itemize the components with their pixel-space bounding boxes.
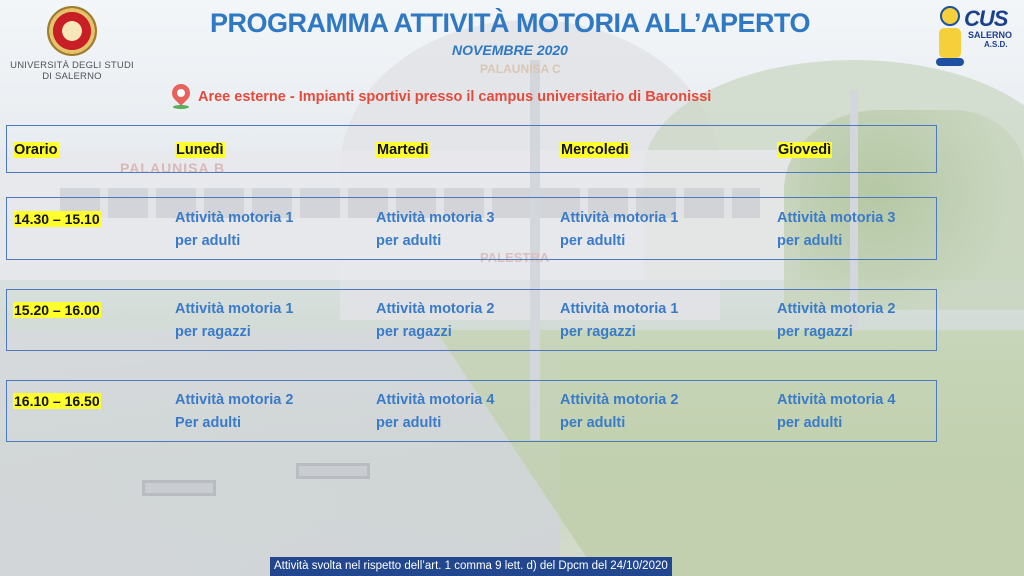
header-mercoledi-label: Mercoledì [561, 142, 629, 158]
activity-cell [560, 298, 678, 344]
time-slot-label: 15.20 – 16.00 [14, 302, 100, 318]
university-name-line2: DI SALERNO [42, 71, 102, 82]
activity-name: Attività motoria 4 [376, 392, 495, 408]
header-giovedi [777, 139, 832, 162]
activity-cell [175, 207, 293, 253]
header-orario-label: Orario [14, 142, 58, 158]
time-slot [13, 208, 101, 231]
bg-sign-palaunisa-c: PALAUNISA C [480, 62, 561, 76]
schedule-row [6, 289, 937, 351]
cus-salerno-logo [934, 4, 1018, 76]
cus-logo-text: CUS [964, 6, 1008, 31]
activity-audience: per ragazzi [175, 324, 251, 340]
activity-audience: Per adulti [175, 415, 242, 431]
activity-name: Attività motoria 2 [175, 392, 294, 408]
university-logo [8, 6, 136, 82]
activity-audience: per ragazzi [376, 324, 452, 340]
cus-logo-asd: A.S.D. [984, 40, 1008, 49]
page-title: PROGRAMMA ATTIVITÀ MOTORIA ALL’APERTO [210, 8, 810, 38]
activity-cell [175, 298, 293, 344]
time-slot-label: 16.10 – 16.50 [14, 393, 100, 409]
activity-audience: per adulti [376, 415, 442, 431]
bg-grate [142, 480, 216, 496]
bg-grate [296, 463, 370, 479]
header-lunedi [175, 139, 225, 162]
activity-cell [376, 389, 494, 435]
schedule-row [6, 197, 937, 260]
university-seal-icon [47, 6, 97, 56]
activity-cell [376, 207, 494, 253]
header-orario [13, 139, 59, 162]
activity-name: Attività motoria 3 [777, 210, 896, 226]
location-line [170, 84, 711, 110]
header-lunedi-label: Lunedì [176, 142, 224, 158]
university-name-line1: UNIVERSITÀ DEGLI STUDI [10, 60, 134, 71]
time-slot [13, 299, 101, 322]
header-martedi [376, 139, 430, 162]
location-text: Aree esterne - Impianti sportivi presso il campus universitario di Baronissi [198, 89, 712, 105]
activity-name: Attività motoria 1 [560, 301, 679, 317]
activity-name: Attività motoria 1 [175, 301, 294, 317]
activity-name: Attività motoria 2 [376, 301, 495, 317]
activity-cell [560, 207, 678, 253]
time-slot-label: 14.30 – 15.10 [14, 211, 100, 227]
schedule-header-row [6, 125, 937, 173]
activity-cell [777, 207, 895, 253]
footer-note: Attività svolta nel rispetto dell’art. 1 comma 9 lett. d) del Dpcm del 24/10/2020 [270, 557, 672, 576]
header-giovedi-label: Giovedì [778, 142, 832, 158]
activity-cell [560, 389, 678, 435]
time-slot [13, 390, 101, 413]
university-name [8, 60, 136, 82]
activity-cell [777, 298, 895, 344]
activity-audience: per adulti [777, 233, 843, 249]
activity-audience: per ragazzi [777, 324, 853, 340]
activity-name: Attività motoria 1 [175, 210, 294, 226]
mascot-icon [936, 6, 964, 72]
map-pin-icon [170, 84, 192, 110]
activity-name: Attività motoria 2 [560, 392, 679, 408]
bg-sign-palestra: PALESTRA [480, 250, 550, 265]
activity-cell [175, 389, 293, 435]
activity-name: Attività motoria 1 [560, 210, 679, 226]
schedule-row [6, 380, 937, 442]
header-martedi-label: Martedì [377, 142, 429, 158]
activity-audience: per ragazzi [560, 324, 636, 340]
activity-audience: per adulti [376, 233, 442, 249]
activity-audience: per adulti [175, 233, 241, 249]
cus-logo-sub: SALERNO [968, 30, 1013, 40]
activity-cell [777, 389, 895, 435]
header-mercoledi [560, 139, 630, 162]
activity-cell [376, 298, 494, 344]
page-subtitle: NOVEMBRE 2020 [452, 42, 568, 58]
activity-audience: per adulti [560, 415, 626, 431]
activity-name: Attività motoria 2 [777, 301, 896, 317]
activity-audience: per adulti [777, 415, 843, 431]
activity-audience: per adulti [560, 233, 626, 249]
activity-name: Attività motoria 4 [777, 392, 896, 408]
activity-name: Attività motoria 3 [376, 210, 495, 226]
bg-sign-palaunisa-b: PALAUNISA B [120, 160, 226, 176]
